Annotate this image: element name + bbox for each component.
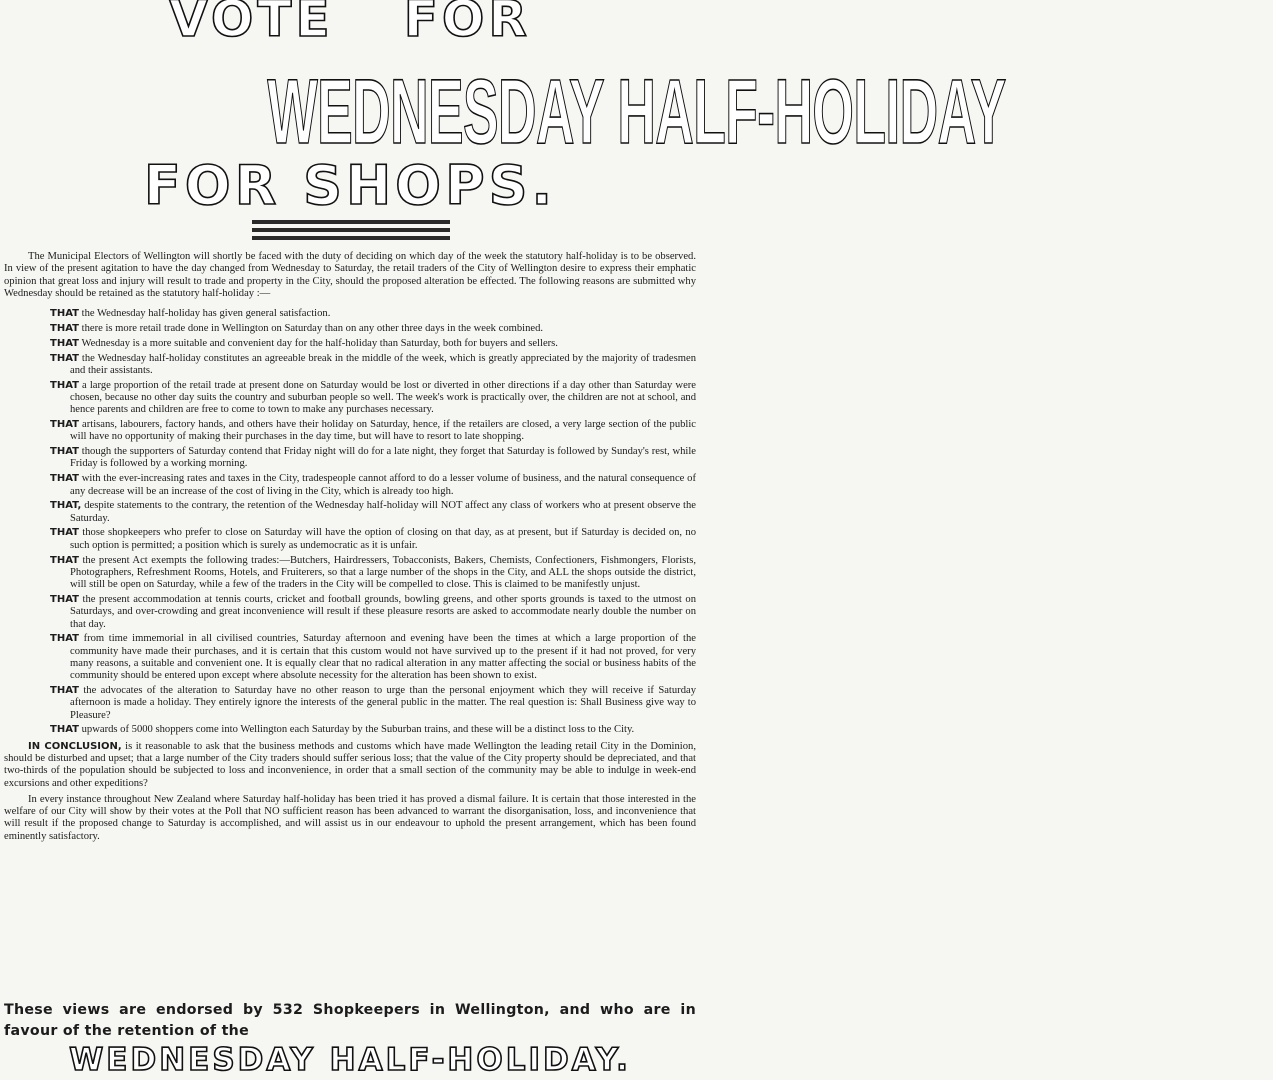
reason-item (4, 323, 696, 335)
reason-item (4, 338, 696, 350)
reason-text: the present accommodation at tennis courts, cricket and football grounds, bowling greens, and other sports grounds is taxed to the utmost on Saturdays, and over-crowding and great inconvenience will result if these pleasure resorts are asked to accommodate nearly double the number on that day. (70, 593, 696, 630)
reason-text: artisans, labourers, factory hands, and others have their holiday on Saturday, hence, if the retailers are closed, a very large section of the public will have no opportunity of making their purchases in the day time, but will have to resort to late shopping. (70, 419, 696, 443)
reason-lead: THAT (50, 527, 79, 539)
reason-lead: THAT (50, 473, 79, 485)
endorsement-line-2: favour of the retention of the (4, 1023, 249, 1039)
conclusion-text: is it reasonable to ask that the business methods and customs which have made Wellington the leading retail City in the Dominion, should be disturbed and upset; that a large number of the City traders should suffer serious loss; that the value of the City property should be depreciated, and that two-thirds of the population should be subjected to loss and inconvenience, in order that a small section of the community may be able to indulge in week-end excursions and other expeditions? (4, 740, 696, 789)
reason-lead: THAT (50, 419, 79, 431)
reason-text: there is more retail trade done in Wellington on Saturday than on any other three days in the week combined. (78, 322, 544, 334)
reason-text: the advocates of the alteration to Saturday have no other reason to urge than the personal enjoyment which they will receive if Saturday afternoon is made a holiday. They entirely ignore the interests of the general public in the matter. The real question is: Shall Business give way to Pleasure? (70, 685, 696, 721)
reason-item (4, 353, 696, 378)
reason-text: the Wednesday half-holiday constitutes an agreeable break in the middle of the week, which is greatly appreciated by the majority of tradesmen and their assistants. (70, 352, 696, 376)
reason-item (4, 633, 696, 682)
reason-item (4, 473, 696, 498)
reason-text: upwards of 5000 shoppers come into Wellington each Saturday by the Suburban trains, and these will be a distinct loss to the City. (78, 724, 635, 736)
intro-paragraph: The Municipal Electors of Wellington will shortly be faced with the duty of deciding on which day of the week the statutory half-holiday is to be observed. In view of the present agitation to have the day changed from Wednesday to Saturday, the retail traders of the City of Wellington desire to express their emphatic opinion that great loss and injury will result to trade and property in the City, should the proposed alteration be effected. The following reasons are submitted why Wednesday should be retained as the statutory half-holiday :— (4, 251, 696, 299)
divider-rule (252, 228, 450, 232)
conclusion-paragraph (4, 741, 696, 790)
reason-lead: THAT (50, 352, 79, 364)
article-body (4, 251, 696, 843)
reason-text: though the supporters of Saturday contend that Friday night will do for a late night, they forget that Saturday is followed by Sunday's rest, while Friday is followed by a working morning. (70, 446, 696, 470)
reason-text: despite statements to the contrary, the retention of the Wednesday half-holiday will NOT affect any class of workers who at present observe the Saturday. (70, 500, 696, 524)
reason-text: a large proportion of the retail trade at present done on Saturday would be lost or diverted in other directions if a day other than Saturday were chosen, because no other day suits the country and suburban people so well. The week's work is practically over, the children are not at school, and hence parents and children are free to come to town to make any purchases necessary. (70, 379, 696, 416)
reason-lead: THAT (50, 554, 79, 566)
reason-lead: THAT (50, 322, 79, 334)
conclusion-lead: IN CONCLUSION, (28, 740, 122, 752)
reason-lead: THAT (50, 379, 79, 391)
reason-item (4, 380, 696, 417)
footer-headline: WEDNESDAY HALF-HOLIDAY. (69, 1042, 631, 1078)
reason-lead: THAT (50, 685, 79, 696)
reason-text: Wednesday is a more suitable and convenient day for the half-holiday than Saturday, both for buyers and sellers. (78, 337, 558, 349)
reason-item (4, 685, 696, 722)
reason-lead: THAT (50, 633, 79, 645)
reason-item (4, 446, 696, 471)
reasons-list (4, 308, 696, 737)
reason-item (4, 308, 696, 320)
endorsement (4, 1000, 696, 1042)
headline-sub: FOR SHOPS. (143, 154, 557, 217)
reason-item (4, 419, 696, 444)
reason-text: with the ever-increasing rates and taxes in the City, tradespeople cannot afford to do a lesser volume of business, and the natural consequence of any decrease will be an increase of the cost of living in the City, which is already too high. (70, 473, 696, 497)
headline-vote-for (0, 0, 700, 50)
closing-paragraph: In every instance throughout New Zealand where Saturday half-holiday has been tried it has proved a dismal failure. It is certain that those interested in the welfare of our City will show by their votes at the Poll that NO sufficient reason has been advanced to warrant the disorganisation, loss, and inconvenience that will result if the proposed change to Saturday is accomplished, and will assist us in our endeavour to uphold the present arrangement, which has been found eminently satisfactory. (4, 793, 696, 842)
reason-lead: THAT, (50, 500, 82, 512)
reason-item (4, 594, 696, 631)
reason-text: from time immemorial in all civilised countries, Saturday afternoon and evening have been the times at which a large proportion of the community have made their purchases, and it is certain that this custom would not have survived up to the present if it had not proved, for very many reasons, a suitable and convenient one. It is equally clear that no radical alteration in any matter affecting the social or business habits of the community should be entered upon except where absolute necessity for the alteration has been shown to exist. (70, 633, 696, 682)
endorsement-line-1: These views are endorsed by 532 Shopkeepers in Wellington, and who are in (4, 1002, 696, 1018)
divider-rule (252, 220, 450, 224)
reason-lead: THAT (50, 308, 79, 320)
divider-rule (252, 236, 450, 240)
reason-text: the Wednesday half-holiday has given general satisfaction. (78, 308, 331, 320)
reason-lead: THAT (50, 593, 79, 605)
reason-item (4, 724, 696, 736)
headline-for: FOR (403, 0, 531, 48)
reason-item (4, 500, 696, 525)
reason-text: those shopkeepers who prefer to close on Saturday will have the option of closing on that day, as at present, but if Saturday is decided on, no such option is permitted; a position which is surely as undemocratic as it is unfair. (70, 527, 696, 551)
reason-lead: THAT (50, 337, 79, 349)
reason-lead: THAT (50, 446, 79, 458)
headline-vote: VOTE (169, 0, 334, 48)
reason-item (4, 555, 696, 592)
headline-main-text: WEDNESDAY HALF-HOLIDAY (267, 61, 1006, 163)
reason-text: the present Act exempts the following trades:—Butchers, Hairdressers, Tobacconists, Bakers, Chemists, Confectioners, Fishmongers, Florists, Photographers, Refreshment Rooms, Hotels, and Fruiterers, so that a large number of the shops in the City, and ALL the shops outside the district, will still be open on Saturday, while a few of the traders in the City will be compelled to close. This is claimed to be manifestly unjust. (70, 554, 696, 591)
reason-lead: THAT (50, 724, 79, 736)
reason-item (4, 527, 696, 552)
